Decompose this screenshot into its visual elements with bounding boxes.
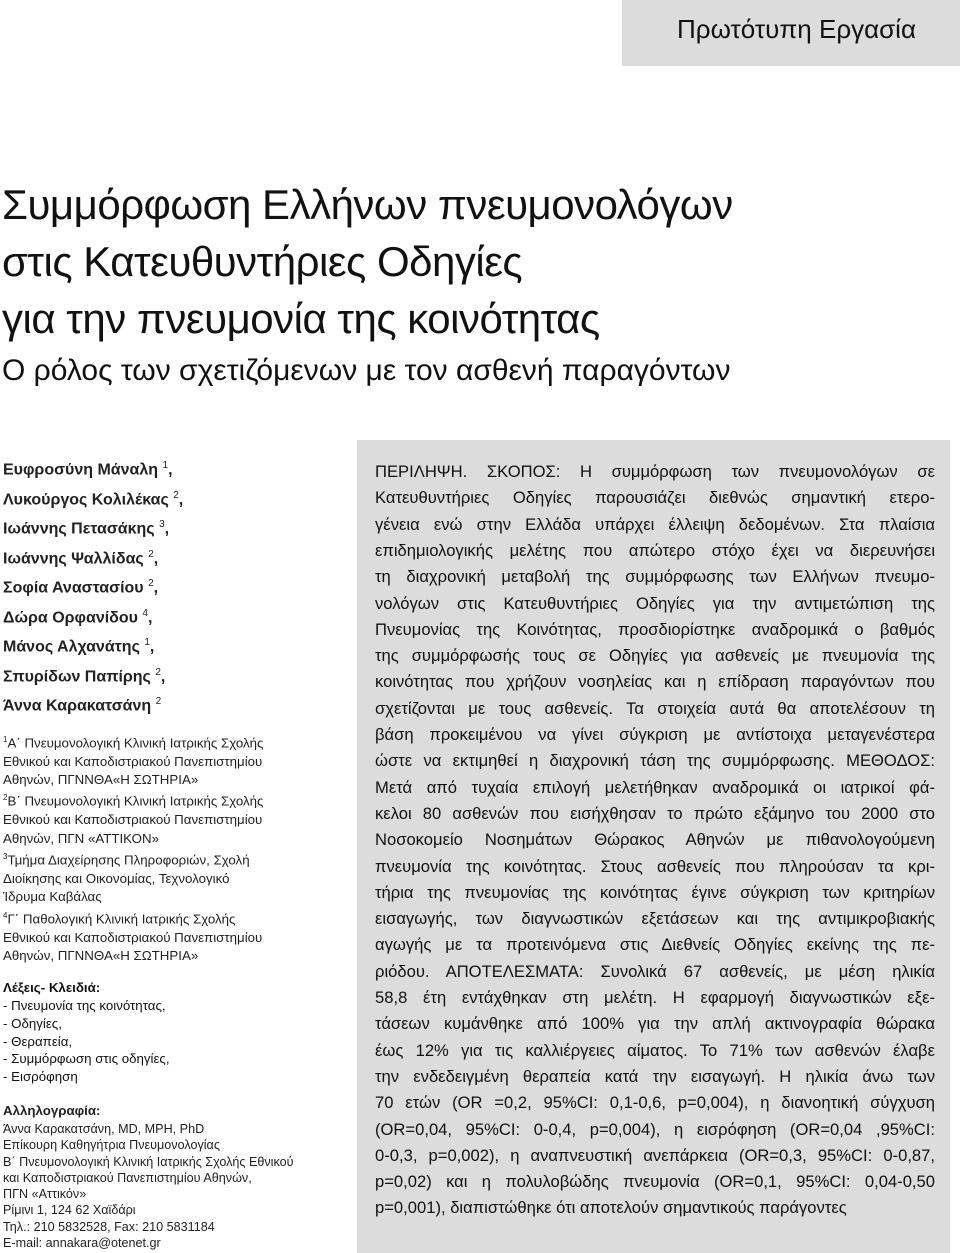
affiliation-line bbox=[3, 947, 343, 965]
correspondence-line: ΠΓΝ «Αττικόν» bbox=[3, 1187, 87, 1202]
correspondence-line: Άννα Καρακατσάνη, MD, MPH, PhD bbox=[3, 1122, 205, 1136]
author-entry bbox=[3, 601, 343, 631]
abstract-line: εισαγωγής, των διαγνωστικών εξετάσεων και της αντιμικροβιακής bbox=[375, 909, 935, 929]
author-separator: , bbox=[164, 520, 170, 538]
abstract-line: ώστε να εκτιμηθεί η διαχρονική τάση της συμμόρφωσης. ΜΕΘΟΔΟΣ: bbox=[375, 751, 935, 771]
author-affiliation-mark: 2 bbox=[148, 548, 154, 560]
author-name: Δώρα Ορφανίδου bbox=[3, 608, 138, 626]
abstract-line: νολόγων στις Κατευθυντήριες Οδηγίες για την αντιμετώπιση της bbox=[375, 593, 935, 613]
abstract-line: 70 ετών (OR =0,2, 95%CI: 0,1-0,6, p=0,004), η διανοητική σύγχυση bbox=[375, 1093, 935, 1113]
abstract-line: της συμμόρφωσής τους σε Οδηγίες για ασθενείς με πνευμονία της bbox=[375, 646, 935, 666]
abstract-box bbox=[357, 440, 950, 1253]
author-entry bbox=[3, 483, 343, 513]
author-entry bbox=[3, 660, 343, 690]
keyword-item: - Οδηγίες, bbox=[3, 1015, 62, 1031]
author-affiliation-mark: 2 bbox=[155, 666, 161, 678]
author-name: Άννα Καρακατσάνη bbox=[3, 697, 152, 715]
author-separator: , bbox=[160, 668, 166, 686]
abstract-line: τη διαχρονική μεταβολή της συμμόρφωσης των Ελλήνων πνευμο- bbox=[375, 567, 935, 587]
affiliation-text: Εθνικού και Καποδιστριακού Πανεπιστημίου bbox=[3, 812, 263, 828]
abstract-line: Κατευθυντήριες Οδηγίες παρουσιάζει διεθνώς σημαντική ετερο- bbox=[375, 488, 935, 508]
author-name: Ιωάννης Ψαλλίδας bbox=[3, 549, 144, 567]
section-header-bar bbox=[622, 0, 960, 66]
abstract-line: τάσεων κυμάνθηκε από 100% για την απλή ακτινογραφία θώρακα bbox=[375, 1014, 935, 1034]
author-separator: , bbox=[153, 579, 159, 597]
affiliation-text: Τμήμα Διαχείρησης Πληροφοριών, Σχολή bbox=[7, 852, 250, 868]
keyword-list bbox=[3, 997, 343, 1085]
abstract-line: γένεια ενώ στην Ελλάδα υπάρχει έλλειψη δεδομένων. Στα πλαίσια bbox=[375, 514, 935, 534]
abstract-line: τήρια της πνευμονίας της κοινότητας έγινε σύγκριση των κριτηρίων bbox=[375, 882, 935, 902]
author-name: Λυκούργος Κολιλέκας bbox=[3, 490, 169, 508]
article-title-line: για την πνευμονία της κοινότητας bbox=[2, 295, 600, 342]
keywords-title: Λέξεις- Κλειδιά: bbox=[3, 980, 101, 996]
affiliation-mark: 2 bbox=[3, 793, 8, 803]
author-entry bbox=[3, 512, 343, 542]
abstract-line: 58,8 έτη εντάχθηκαν στη μελέτη. Η εφαρμογή διαγνωστικών εξε- bbox=[375, 988, 935, 1007]
affiliation-line bbox=[3, 731, 343, 753]
affiliation-mark: 4 bbox=[3, 910, 8, 920]
author-entry bbox=[3, 630, 343, 660]
correspondence-line: Ρίμινι 1, 124 62 Χαϊδάρι bbox=[3, 1203, 136, 1218]
left-column bbox=[3, 453, 343, 1085]
keyword-item: - Συμμόρφωση στις οδηγίες, bbox=[3, 1051, 170, 1067]
affiliation-line bbox=[3, 789, 343, 811]
author-separator: , bbox=[149, 638, 155, 656]
affiliation-text: Αθηνών, ΠΓΝΝΘΑ«Η ΣΩΤΗΡΙΑ» bbox=[3, 947, 199, 963]
abstract-line: κοινότητας που χρήζουν νοσηλείας και η επίδραση παραγόντων που bbox=[375, 672, 935, 692]
affiliation-text: Γ΄ Παθολογική Κλινική Ιατρικής Σχολής bbox=[7, 911, 236, 927]
author-entry bbox=[3, 453, 343, 483]
affiliation-line bbox=[3, 753, 343, 771]
abstract-line: βάση προκειμένου να γίνει σύγκριση με αντίστοιχα μεταγενέστερα bbox=[375, 725, 935, 744]
author-affiliation-mark: 3 bbox=[159, 519, 165, 531]
affiliation-line bbox=[3, 870, 343, 888]
correspondence-title: Αλληλογραφία: bbox=[3, 1103, 101, 1118]
affiliation-list bbox=[3, 731, 343, 966]
author-separator: , bbox=[153, 549, 159, 567]
author-name: Σοφία Αναστασίου bbox=[3, 579, 144, 597]
abstract-line: πνευμονία της κοινότητας. Στους ασθενείς που πληρούσαν τα κρι- bbox=[375, 856, 935, 876]
abstract-line: αγωγής με τα προτεινόμενα στις Διεθνείς Οδηγίες εκείνης της πε- bbox=[375, 935, 935, 955]
affiliation-line bbox=[3, 907, 343, 929]
abstract-line: (OR=0,04, 95%CI: 0-0,4, p=0,004), η εισρόφηση (OR=0,04 ,95%CI: bbox=[375, 1119, 935, 1139]
author-name: Μάνος Αλχανάτης bbox=[3, 638, 140, 656]
affiliation-line bbox=[3, 830, 343, 848]
affiliation-text: Διοίκησης και Οικονομίας, Τεχνολογικό bbox=[3, 870, 230, 886]
affiliation-mark: 1 bbox=[3, 734, 8, 744]
keyword-item: - Εισρόφηση bbox=[3, 1068, 78, 1084]
abstract-line: ΠΕΡΙΛΗΨΗ. ΣΚΟΠΟΣ: Η συμμόρφωση των πνευμονολόγων σε bbox=[375, 462, 935, 481]
author-separator: , bbox=[168, 461, 173, 479]
correspondence-line: Τηλ.: 210 5832528, Fax: 210 5831184 bbox=[3, 1219, 215, 1234]
correspondence-line: Επίκουρη Καθηγήτρια Πνευμονολογίας bbox=[3, 1138, 220, 1153]
abstract-line: την ενδεδειγμένη θεραπεία κατά την εισαγωγή. Η ηλικία άνω των bbox=[375, 1066, 935, 1086]
author-affiliation-mark: 1 bbox=[144, 637, 150, 649]
correspondence-line: και Καποδιστριακού Πανεπιστημίου Αθηνών, bbox=[3, 1170, 252, 1185]
author-entry bbox=[3, 542, 343, 572]
author-name: Σπυρίδων Παπίρης bbox=[3, 668, 151, 686]
abstract-line: ριόδου. ΑΠΟΤΕΛΕΣΜΑΤΑ: Συνολικά 67 ασθενείς, με μέση ηλικία bbox=[375, 961, 935, 981]
affiliation-text: Αθηνών, ΠΓΝΝΘΑ«Η ΣΩΤΗΡΙΑ» bbox=[3, 772, 199, 788]
correspondence-line: E-mail: annakara@otenet.gr bbox=[3, 1236, 161, 1251]
article-subtitle: Ο ρόλος των σχετιζόμενων με τον ασθενή παραγόντων bbox=[2, 354, 731, 387]
correspondence-line: Β΄ Πνευμονολογική Κλινική Ιατρικής Σχολής Εθνικού bbox=[3, 1154, 294, 1169]
article-title-line: στις Κατευθυντήριες Οδηγίες bbox=[2, 238, 523, 285]
article-title-block bbox=[2, 176, 902, 391]
author-entry bbox=[3, 571, 343, 601]
author-affiliation-mark: 2 bbox=[155, 696, 162, 708]
author-name: Ιωάννης Πετασάκης bbox=[3, 520, 155, 538]
affiliation-text: Ίδρυμα Καβάλας bbox=[3, 889, 102, 905]
author-name: Ευφροσύνη Μάναλη bbox=[3, 461, 159, 479]
abstract-line: 0-0,3, p=0,002), η αναπνευστική ανεπάρκεια (OR=0,3, 95%CI: 0-0,87, bbox=[375, 1145, 935, 1165]
affiliation-line bbox=[3, 848, 343, 870]
affiliation-text: Β΄ Πνευμονολογική Κλινική Ιατρικής Σχολής bbox=[7, 793, 264, 809]
abstract-line: p=0,001), διαπιστώθηκε ότι αποτελούν σημαντικούς παράγοντες bbox=[375, 1198, 847, 1218]
keyword-item: - Θεραπεία, bbox=[3, 1033, 73, 1049]
abstract-line: Νοσοκομείο Νοσημάτων Θώρακος Αθηνών με πιθανολογούμενη bbox=[375, 830, 935, 850]
author-separator: , bbox=[147, 608, 153, 626]
correspondence-block bbox=[3, 1101, 343, 1251]
affiliation-line bbox=[3, 771, 343, 789]
abstract-line: σχετίζονται με τους ασθενείς. Τα στοιχεία αυτά θα αποτελέσουν τη bbox=[375, 698, 935, 718]
keyword-item: - Πνευμονία της κοινότητας, bbox=[3, 998, 166, 1014]
affiliation-text: Εθνικού και Καποδιστριακού Πανεπιστημίου bbox=[3, 753, 263, 769]
affiliation-line bbox=[3, 929, 343, 947]
author-separator: , bbox=[178, 490, 184, 508]
abstract-line: Μετά από τυχαία επιλογή μελετήθηκαν αναδρομικά οι ιατρικοί φά- bbox=[375, 777, 935, 797]
affiliation-line bbox=[3, 811, 343, 829]
author-list bbox=[3, 453, 343, 719]
author-entry bbox=[3, 689, 343, 719]
correspondence-details bbox=[3, 1121, 343, 1251]
abstract-line: Πνευμονίας της Κοινότητας, προσδιορίστηκε αναδρομικά ο βαθμός bbox=[375, 619, 935, 639]
author-affiliation-mark: 2 bbox=[173, 489, 179, 501]
article-type-label: Πρωτότυπη Εργασία bbox=[677, 14, 916, 44]
affiliation-mark: 3 bbox=[3, 852, 8, 862]
abstract-line: κελοι 80 ασθενών που εισήχθησαν το πρώτο εξάμηνο του 2000 στο bbox=[375, 803, 935, 823]
affiliation-text: Α΄ Πνευμονολογική Κλινική Ιατρικής Σχολής bbox=[7, 735, 264, 751]
abstract-line: έως 12% για τις καλλιέργειες αίματος. Το 71% των ασθενών έλαβε bbox=[375, 1040, 935, 1060]
affiliation-line bbox=[3, 888, 343, 906]
abstract-line: p=0,02) και η πολυλοβώδης πνευμονία (OR=0,1, 95%CI: 0,04-0,50 bbox=[375, 1172, 935, 1192]
abstract-line: επιδημιολογικής μελέτης που απώτερο στόχο έχει να διερευνήσει bbox=[375, 540, 935, 560]
author-affiliation-mark: 2 bbox=[148, 578, 154, 590]
article-title-line: Συμμόρφωση Ελλήνων πνευμονολόγων bbox=[2, 181, 733, 228]
author-affiliation-mark: 1 bbox=[162, 460, 169, 471]
author-affiliation-mark: 4 bbox=[142, 607, 148, 619]
affiliation-text: Αθηνών, ΠΓΝ «ΑΤΤΙΚΟΝ» bbox=[3, 830, 159, 846]
affiliation-text: Εθνικού και Καποδιστριακού Πανεπιστημίου bbox=[3, 929, 263, 945]
